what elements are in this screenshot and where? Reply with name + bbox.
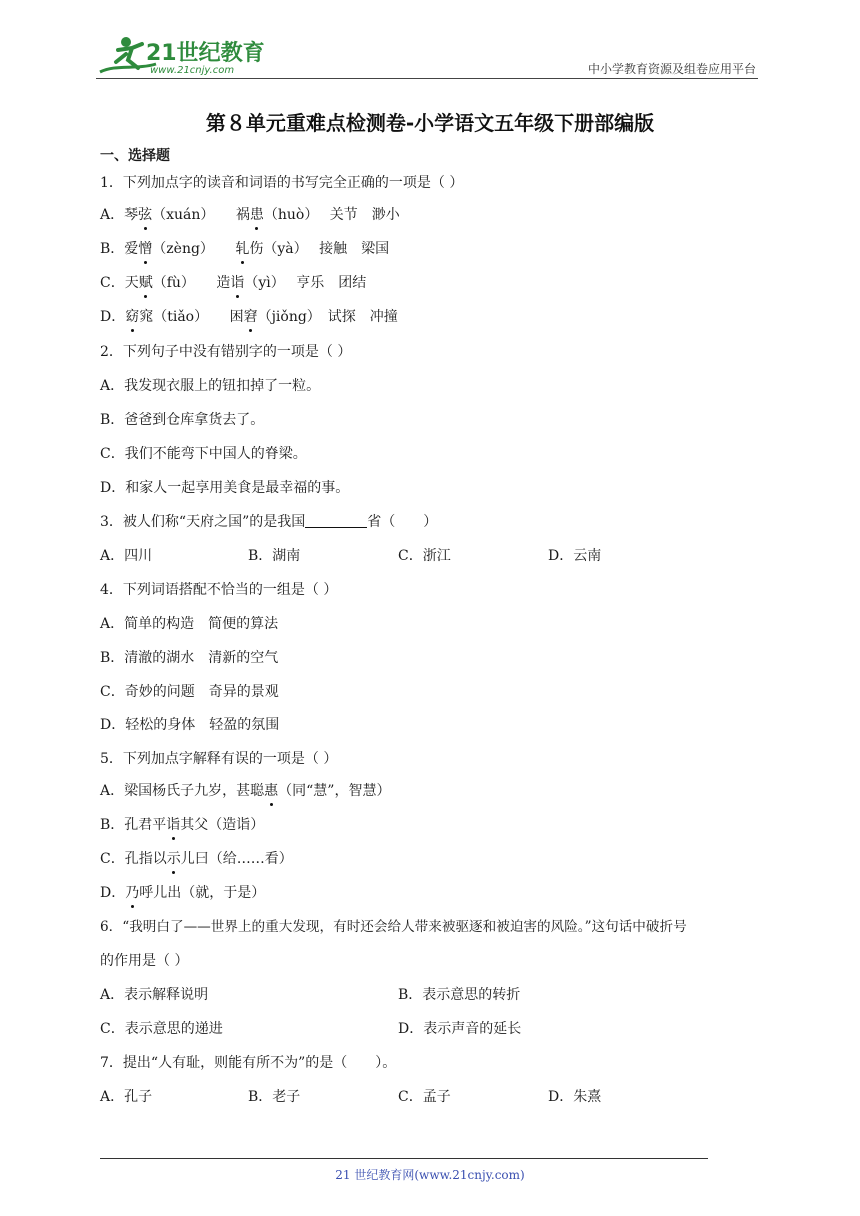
footer-link[interactable]: 21 世纪教育网(www.21cnjy.com) [335,1168,525,1182]
q5-option-d: D．乃呼儿出（就，于是） [100,885,266,901]
logo-text: 21世纪教育 [146,41,265,66]
q7-options [100,1087,660,1107]
fill-blank [305,513,367,528]
q4-option-d: D．轻松的身体 轻盈的氛围 [100,717,280,733]
q5-option-b: B．孔君平诣其父（造诣） [100,817,265,833]
q7-option-a: A．孔子 [100,1089,153,1105]
q2-option-a: A．我发现衣服上的钮扣掉了一粒。 [100,378,321,394]
site-logo [96,34,266,78]
q4-option-b: B．清澈的湖水 清新的空气 [100,650,279,666]
q2-option-c: C．我们不能弯下中国人的脊梁。 [100,446,307,462]
site-tagline: 中小学教育资源及组卷应用平台 [587,62,756,76]
question-4-stem: 4．下列词语搭配不恰当的一组是（ ） [100,582,338,598]
q3-options [100,546,660,566]
question-6-stem-line1: 6．“我明白了——世界上的重大发现，有时还会给人带来被驱逐和被迫害的风险。”这句话中破折号 [100,919,687,935]
header-divider [96,78,758,79]
q2-option-b: B．爸爸到仓库拿货去了。 [100,412,265,428]
footer-divider [100,1158,708,1159]
q3-option-a: A．四川 [100,548,153,564]
question-2-stem: 2．下列句子中没有错别字的一项是（ ） [100,344,352,360]
q6-option-b: B．表示意思的转折 [398,987,521,1003]
q3-option-d: D．云南 [548,548,602,564]
question-1-stem: 1．下列加点字的读音和词语的书写完全正确的一项是（ ） [100,175,464,191]
question-5-stem: 5．下列加点字解释有误的一项是（ ） [100,751,338,767]
q6-option-a: A．表示解释说明 [100,987,209,1003]
logo-graphic [96,34,266,78]
question-7-stem: 7．提出“人有耻，则能有所不为”的是（ ）。 [100,1055,397,1071]
section-heading: 一、选择题 [100,148,170,164]
q3-option-b: B．湖南 [248,548,301,564]
logo-url: www.21cnjy.com [150,65,235,76]
q3-option-c: C．浙江 [398,548,451,564]
q1-option-d: D．窈窕（tiǎo） 困窘（jiǒng） 试探 冲撞 [100,309,398,325]
question-6-stem-line2: 的作用是（ ） [100,953,189,969]
page-header [96,34,758,80]
q7-option-d: D．朱熹 [548,1089,602,1105]
q1-option-a: A．琴弦（xuán） 祸患（huò） 关节 渺小 [100,207,400,223]
question-3-stem: 3．被人们称“天府之国”的是我国 省（ ） [100,514,438,530]
q6-options-row2 [100,1019,660,1039]
q5-option-c: C．孔指以示儿曰（给……看） [100,851,293,867]
q2-option-d: D．和家人一起享用美食是最幸福的事。 [100,480,350,496]
q1-option-b: B．爱憎（zèng） 轧伤（yà） 接触 梁国 [100,241,390,257]
q7-option-b: B．老子 [248,1089,301,1105]
q4-option-c: C．奇妙的问题 奇异的景观 [100,684,279,700]
q6-option-c: C．表示意思的递进 [100,1021,223,1037]
q7-option-c: C．孟子 [398,1089,451,1105]
page-title: 第８单元重难点检测卷-小学语文五年级下册部编版 [205,111,655,135]
q4-option-a: A．简单的构造 简便的算法 [100,616,279,632]
q5-option-a: A．梁国杨氏子九岁，甚聪惠（同“慧”，智慧） [100,783,391,799]
q6-option-d: D．表示声音的延长 [398,1021,522,1037]
q6-options-row1 [100,985,660,1005]
q1-option-c: C．天赋（fù） 造诣（yì） 亨乐 团结 [100,275,367,291]
